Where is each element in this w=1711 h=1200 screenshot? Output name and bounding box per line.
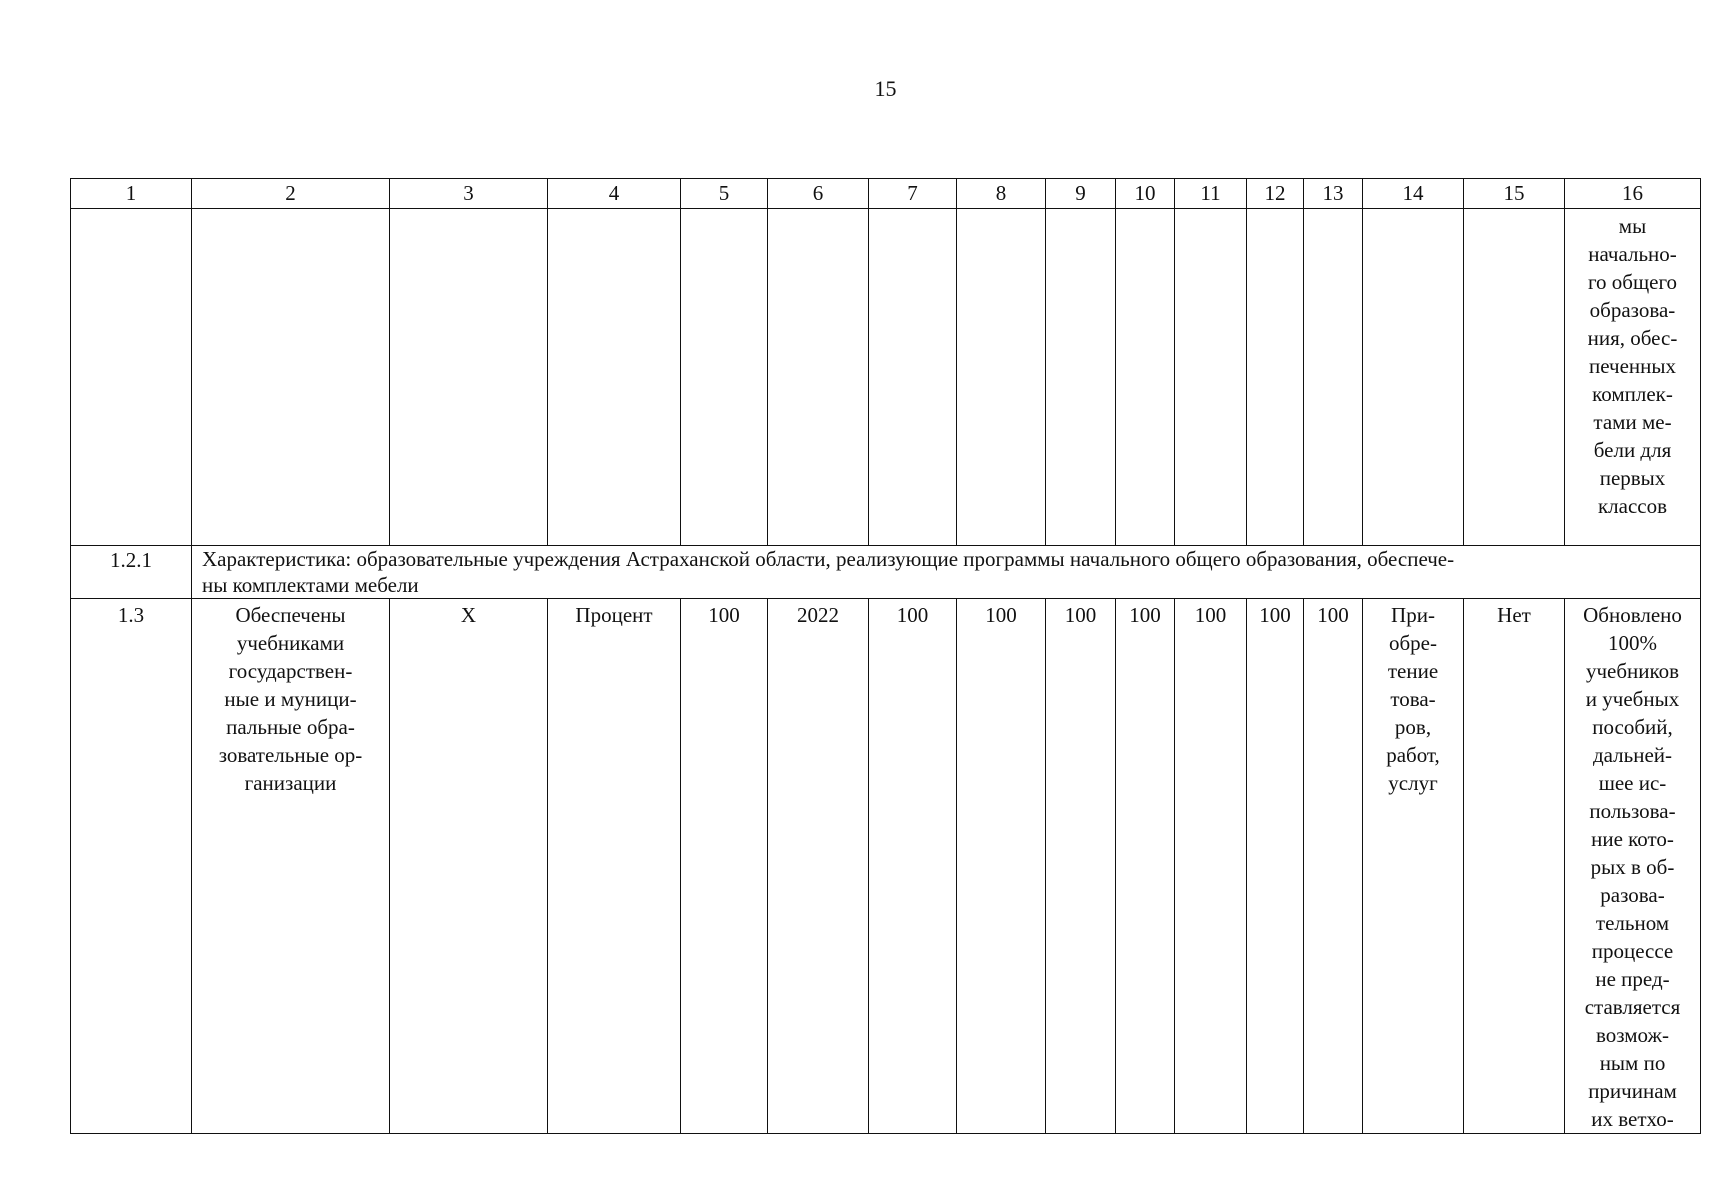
page-number: 15 (874, 76, 897, 101)
column-number: 3 (390, 179, 548, 209)
column-number: 11 (1175, 179, 1247, 209)
column-number: 9 (1046, 179, 1116, 209)
characteristic-text: Характеристика: образовательные учреждения Астраханской области, реализующие программы начального общего образования, обеспече- ны комплектами мебели (192, 546, 1701, 599)
empty-cell (71, 209, 192, 546)
table-cell: 100 (869, 599, 957, 1134)
empty-cell (869, 209, 957, 546)
column-number: 2 (192, 179, 390, 209)
column-number: 4 (548, 179, 681, 209)
table-cell: 100 (957, 599, 1046, 1134)
table-cell: 100 (1116, 599, 1175, 1134)
empty-cell (1304, 209, 1363, 546)
empty-cell (390, 209, 548, 546)
empty-cell (1116, 209, 1175, 546)
column-number: 13 (1304, 179, 1363, 209)
column-number: 8 (957, 179, 1046, 209)
column-number: 12 (1247, 179, 1304, 209)
result-continuation-cell: мы начально- го общего образова- ния, обес- печенных комплек- тами ме- бели для первых классов (1565, 209, 1701, 546)
empty-cell (768, 209, 869, 546)
empty-cell (1247, 209, 1304, 546)
column-number: 10 (1116, 179, 1175, 209)
column-number: 7 (869, 179, 957, 209)
table-cell: 100 (681, 599, 768, 1134)
empty-cell (1363, 209, 1464, 546)
characteristic-row (71, 546, 1701, 599)
empty-cell (1175, 209, 1247, 546)
table-cell: Х (390, 599, 548, 1134)
year-cell: 2022 (768, 599, 869, 1134)
empty-cell (957, 209, 1046, 546)
table-cell: Нет (1464, 599, 1565, 1134)
column-number: 14 (1363, 179, 1464, 209)
column-number: 5 (681, 179, 768, 209)
empty-cell (1046, 209, 1116, 546)
empty-cell (681, 209, 768, 546)
table-cell: 100 (1175, 599, 1247, 1134)
row-number-cell: 1.2.1 (71, 546, 192, 599)
result-cell: Обновлено 100% учебников и учебных пособий, дальней- шее ис- пользова- ние кото- рых в об- разова- тельном процессе не пред- ставляется возмож- ным по причинам их ветхо- (1565, 599, 1701, 1134)
empty-cell (192, 209, 390, 546)
column-number: 6 (768, 179, 869, 209)
empty-cell (548, 209, 681, 546)
row-number-cell: 1.3 (71, 599, 192, 1134)
program-indicators-table (70, 178, 1701, 1134)
table-cell: 100 (1046, 599, 1116, 1134)
column-number-row (71, 179, 1701, 209)
column-number: 1 (71, 179, 192, 209)
table-cell: При- обре- тение това- ров, работ, услуг (1363, 599, 1464, 1134)
table-cell: 100 (1304, 599, 1363, 1134)
column-number: 15 (1464, 179, 1565, 209)
unit-cell: Процент (548, 599, 681, 1134)
indicator-row-1-3 (71, 599, 1701, 1134)
table-cell: 100 (1247, 599, 1304, 1134)
column-number: 16 (1565, 179, 1701, 209)
continuation-row (71, 209, 1701, 546)
empty-cell (1464, 209, 1565, 546)
indicator-name-cell: Обеспечены учебниками государствен- ные и муници- пальные обра- зовательные ор- ганизации (192, 599, 390, 1134)
